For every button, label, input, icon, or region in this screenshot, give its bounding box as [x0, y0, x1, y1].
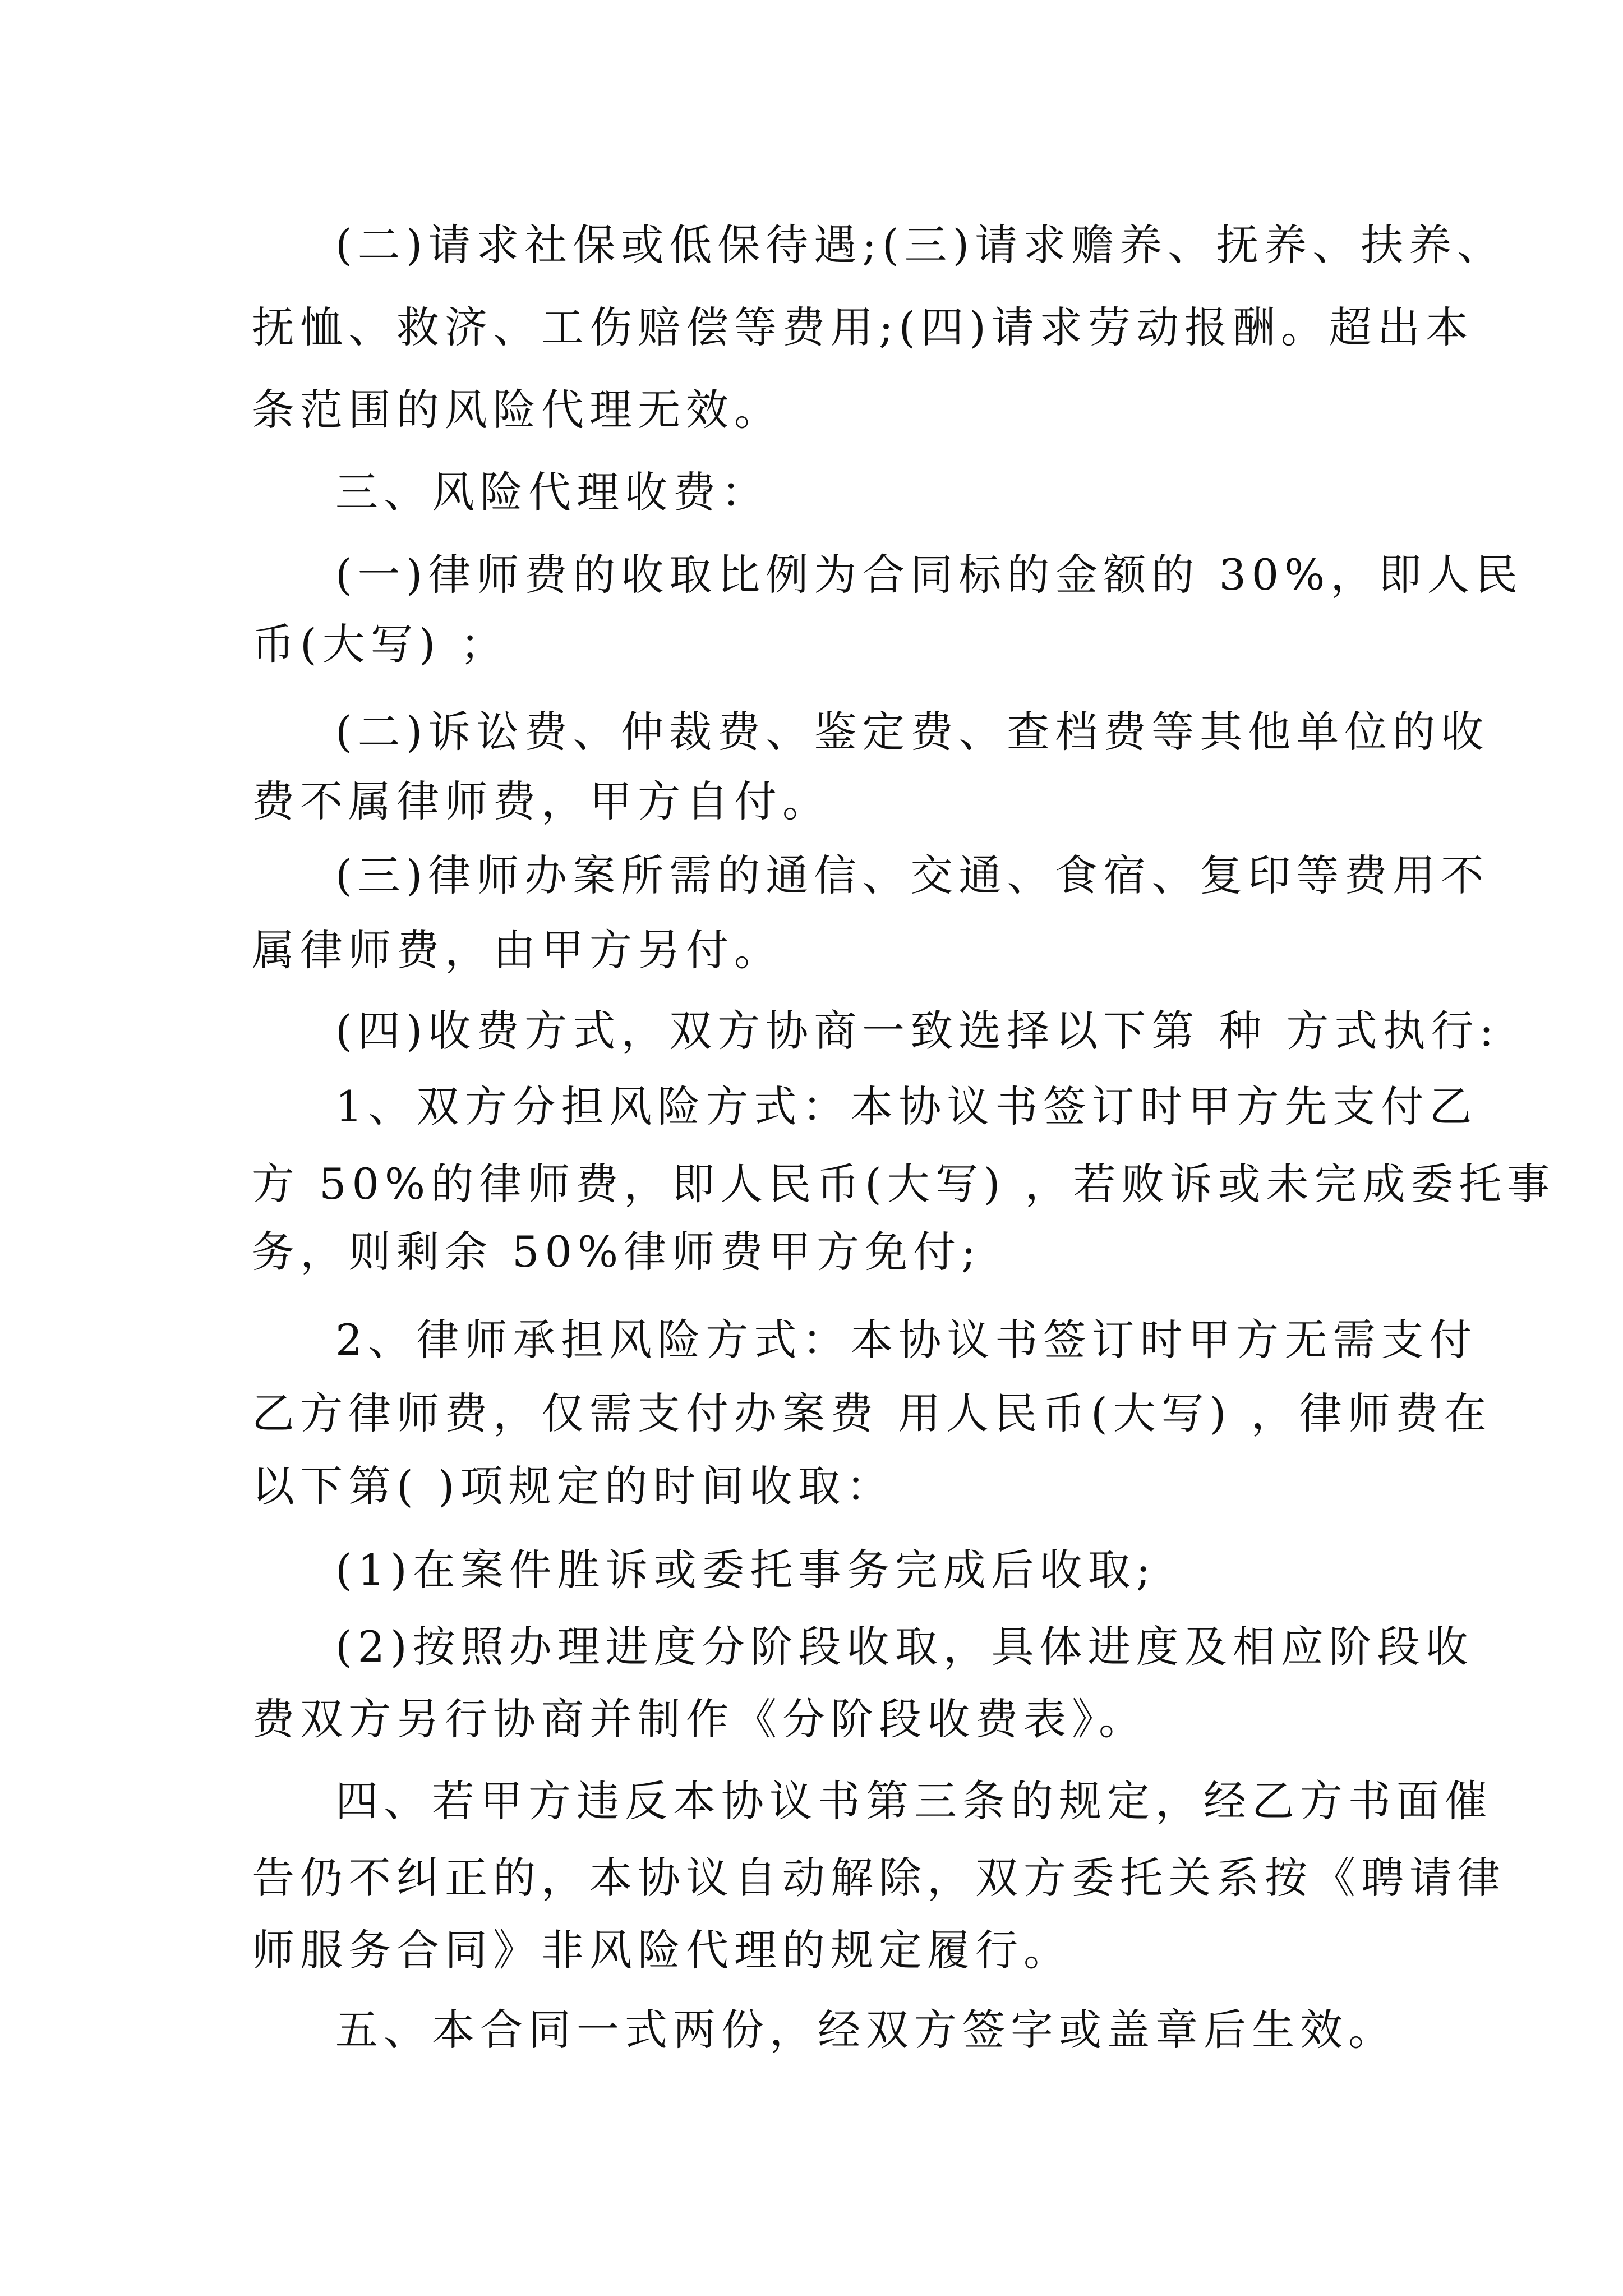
text-line: 务，则剩余 50%律师费甲方免付;: [252, 1227, 981, 1277]
text-line: 属律师费，由甲方另付。: [252, 925, 782, 975]
text-line: (1)在案件胜诉或委托事务完成后收取;: [335, 1545, 1156, 1595]
section-heading: 五、本合同一式两份，经双方签字或盖章后生效。: [335, 2005, 1396, 2055]
section-heading: 三、风险代理收费：: [335, 467, 769, 517]
text-line: 乙方律师费，仅需支付办案费 用人民币(大写) ，律师费在: [252, 1388, 1492, 1438]
text-line: 币(大写) ；: [252, 619, 509, 669]
text-line: (四)收费方式，双方协商一致选择以下第 种 方式执行:: [335, 1006, 1500, 1056]
text-line: 1、双方分担风险方式：本协议书签订时甲方先支付乙: [335, 1082, 1478, 1131]
text-line: (二)请求社保或低保待遇;(三)请求赡养、抚养、扶养、: [335, 220, 1506, 270]
text-line: (2)按照办理进度分阶段收取，具体进度及相应阶段收: [335, 1622, 1474, 1672]
text-line: 师服务合同》非风险代理的规定履行。: [252, 1925, 1072, 1975]
text-line: 告仍不纠正的，本协议自动解除，双方委托关系按《聘请律: [252, 1853, 1506, 1903]
text-line: 以下第( )项规定的时间收取：: [252, 1461, 895, 1511]
text-line: 抚恤、救济、工伤赔偿等费用;(四)请求劳动报酬。超出本: [252, 302, 1474, 352]
text-line: (二)诉讼费、仲裁费、鉴定费、查档费等其他单位的收: [335, 707, 1490, 757]
text-line: 条范围的风险代理无效。: [252, 385, 782, 435]
text-line: 2、律师承担风险方式：本协议书签订时甲方无需支付: [335, 1315, 1478, 1365]
text-line: 费双方另行协商并制作《分阶段收费表》。: [252, 1694, 1147, 1744]
text-line: 费不属律师费，甲方自付。: [252, 776, 831, 826]
text-line: 方 50%的律师费，即人民币(大写) ，若败诉或未完成委托事: [252, 1159, 1556, 1209]
section-heading: 四、若甲方违反本协议书第三条的规定，经乙方书面催: [335, 1776, 1493, 1826]
text-line: (一)律师费的收取比例为合同标的金额的 30%，即人民: [335, 550, 1524, 600]
text-line: (三)律师办案所需的通信、交通、食宿、复印等费用不: [335, 850, 1490, 900]
